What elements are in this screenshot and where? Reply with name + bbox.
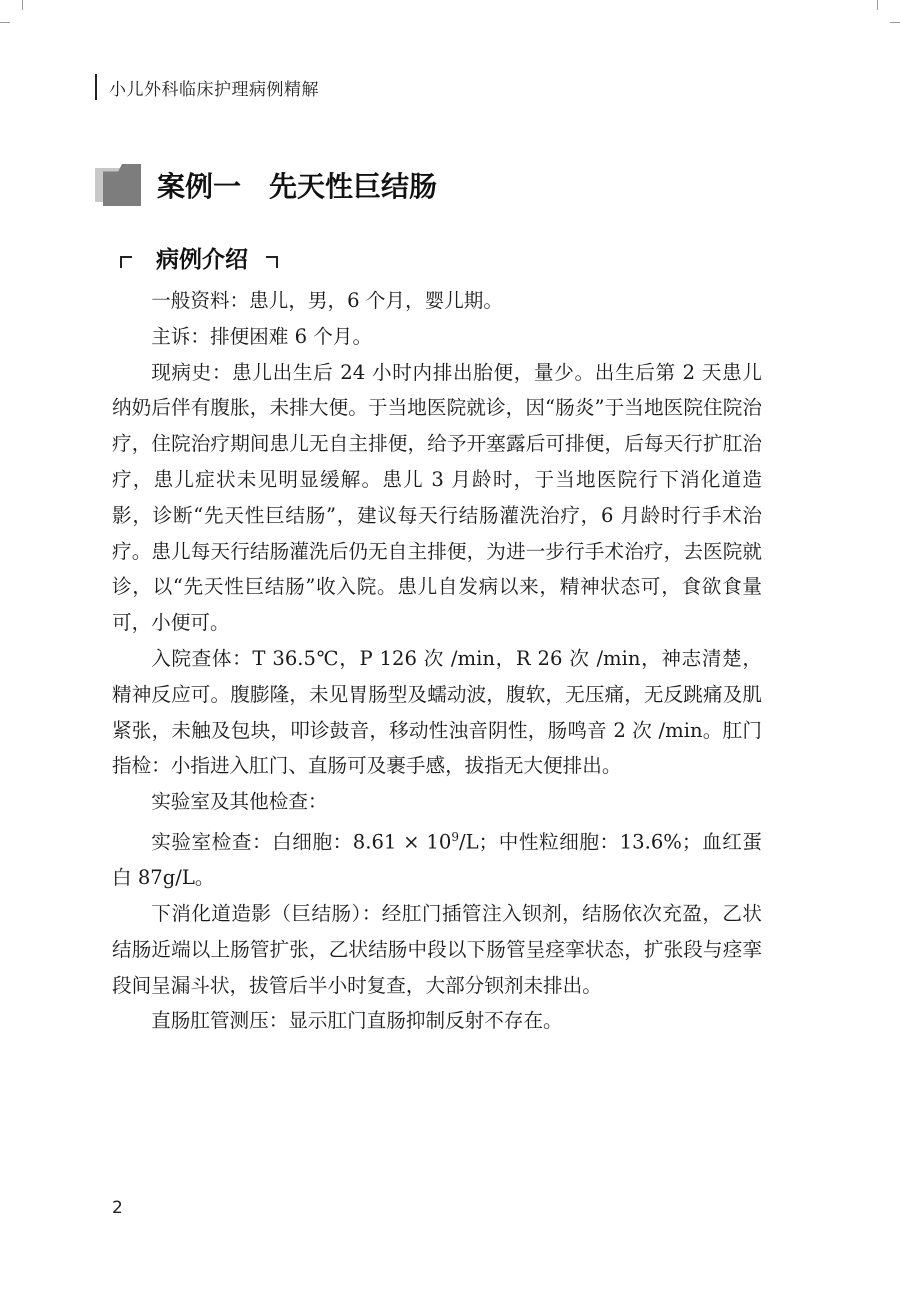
crop-mark-top-left xyxy=(22,0,23,10)
case-name: 先天性巨结肠 xyxy=(269,170,438,203)
page-number: 2 xyxy=(112,1198,123,1218)
bracket-left-icon xyxy=(120,256,132,268)
paragraph-lab-results xyxy=(112,820,762,896)
running-head-text: 小儿外科临床护理病例精解 xyxy=(109,79,319,100)
bracket-right-icon xyxy=(266,256,278,268)
section-heading-text: 病例介绍 xyxy=(156,246,248,273)
crop-mark-top-left-h xyxy=(0,22,10,23)
paragraph-contrast-study: 下消化道造影（巨结肠）：经肛门插管注入钡剂，结肠依次充盈，乙状结肠近端以上肠管扩张，乙状结肠中段以下肠管呈痉挛状态，扩张段与痉挛段间呈漏斗状，拔管后半小时复查，大部分钡剂未排出。 xyxy=(112,902,762,997)
paragraph-manometry: 直肠肛管测压：显示肛门直肠抑制反射不存在。 xyxy=(151,1009,563,1033)
paragraph-chief-complaint: 主诉：排便困难 6 个月。 xyxy=(151,324,373,348)
lab-results-exponent: 9 xyxy=(451,829,459,844)
crop-mark-top-right-h xyxy=(890,22,900,23)
paragraph-physical-exam: 入院查体：T 36.5℃，P 126 次 /min，R 26 次 /min，神志清楚，精神反应可。腹膨隆，未见胃肠型及蠕动波，腹软，无压痛，无反跳痛及肌紧张，未触及包块，叩诊鼓音，移动性浊音阴性，肠鸣音 2 次 /min。肛门指检：小指进入肛门、直肠可及裹手感，拔指无大便排出。 xyxy=(112,646,762,778)
paragraph-lab-heading: 实验室及其他检查： xyxy=(151,790,328,814)
paragraph-general-info: 一般资料：患儿，男，6 个月，婴儿期。 xyxy=(151,289,503,312)
case-number: 案例一 xyxy=(157,170,242,203)
paragraph-present-history: 现病史：患儿出生后 24 小时内排出胎便，量少。出生后第 2 天患儿纳奶后伴有腹胀，未排大便。于当地医院就诊，因“肠炎”于当地医院住院治疗，住院治疗期间患儿无自主排便，给予开塞露后可排便，后每天行扩肛治疗，患儿症状未见明显缓解。患儿 3 月龄时，于当地医院行下消化道造影，诊断“先天性巨结肠”，建议每天行结肠灌洗治疗，6 月龄时行手术治疗。患儿每天行结肠灌洗后仍无自主排便，为进一步行手术治疗，去医院就诊，以“先天性巨结肠”收入院。患儿自发病以来，精神状态可，食欲食量可，小便可。 xyxy=(112,360,762,635)
running-head-bar xyxy=(95,74,97,100)
running-head xyxy=(95,74,319,100)
crop-mark-top-right xyxy=(877,0,878,10)
body-text xyxy=(112,283,762,1039)
folder-icon xyxy=(95,164,141,206)
section-heading xyxy=(120,240,278,274)
lab-results-text-b: /L；中性粒细胞：13.6%；血红蛋白 87g/L。 xyxy=(112,830,762,890)
lab-results-text-a: 实验室检查：白细胞：8.61 × 10 xyxy=(151,830,452,854)
case-title xyxy=(95,160,437,210)
